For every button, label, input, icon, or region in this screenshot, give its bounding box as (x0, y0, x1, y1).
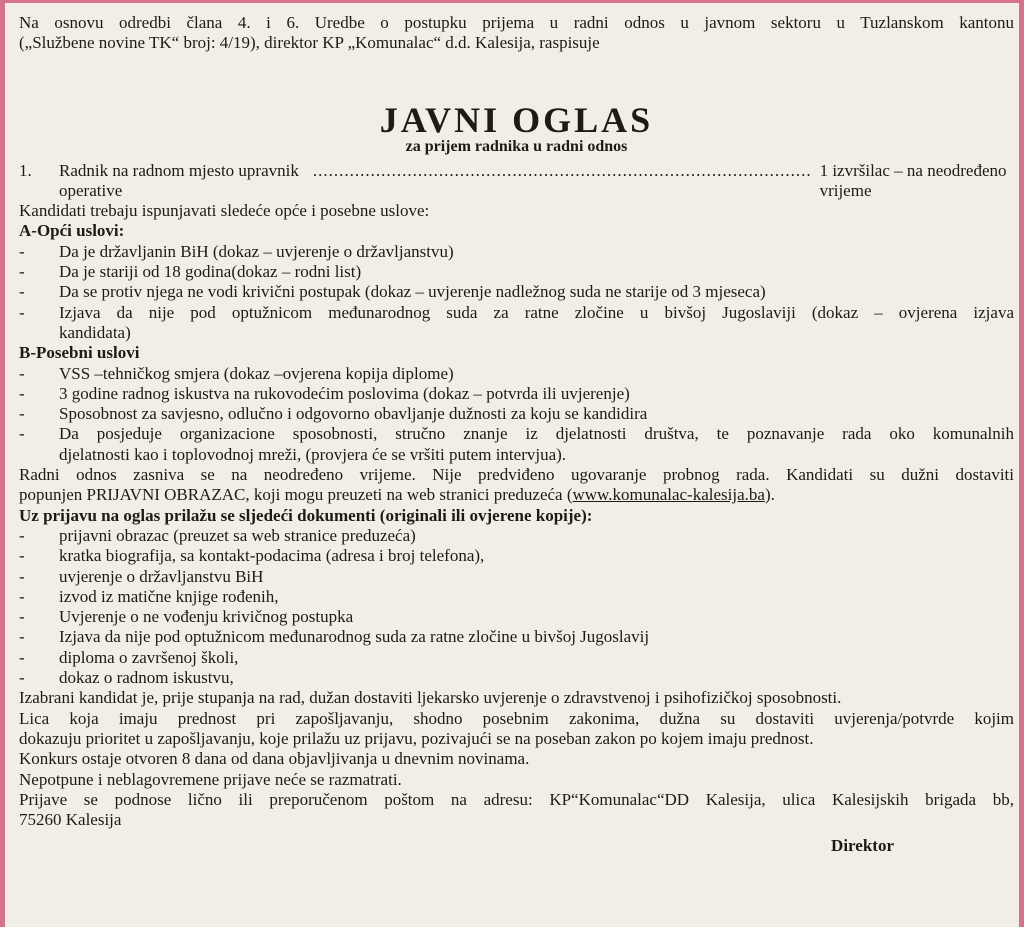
list-item: - Da se protiv njega ne vodi krivični postupak (dokaz – uvjerenje nadležnog suda ne starije od 3 mjeseca) (19, 282, 766, 302)
website-link[interactable]: www.komunalac-kalesija.ba (572, 485, 765, 505)
list-item: - Da je državljanin BiH (dokaz – uvjerenje o državljanstvu) (19, 241, 454, 261)
list-item: - Uvjerenje o ne vođenju krivičnog postupka (19, 607, 354, 627)
list-item: - Izjava da nije pod optužnicom međunarodnog suda za ratne zločine u bivšoj Jugoslaviji (dokaz – ovjerena izjava kandidata) (19, 302, 1014, 342)
conditions-intro: Kandidati trebaju ispunjavati sledeće opće i posebne uslove: (19, 201, 430, 221)
intro-paragraph (19, 13, 1014, 54)
list-item: - Izjava da nije pod optužnicom međunarodnog suda za ratne zločine u bivšoj Jugoslavij (19, 627, 650, 647)
list-item: - 3 godine radnog iskustva na rukovodećim poslovima (dokaz – potvrda ili uvjerenje) (19, 383, 630, 403)
list-item: - kratka biografija, sa kontakt-podacima (adresa i broj telefona), (19, 546, 485, 566)
position-count: 1 izvršilac – na neodređeno vrijeme (819, 160, 1007, 200)
special-conditions-heading: B-Posebni uslovi (19, 343, 140, 363)
ad-content (19, 13, 1014, 857)
list-item: - Da posjeduje organizacione sposobnosti, stručno znanje iz djelatnosti društva, te poznavanje rada oko komunalnih djelatnosti kao i toplovodnoj mreži, (provjera će se vršiti putem intervjua). (19, 424, 1014, 464)
closing-priority: dokazuju prioritet u zapošljavanju, koje prilažu uz prijavu, pozivajući se na poseban zakon po kojem imaju prednost. (19, 728, 814, 748)
position-dots: ............................................................................................... (312, 160, 812, 180)
intro-line: („Službene novine TK“ broj: 4/19), direktor KP „Komunalac“ d.d. Kalesija, raspisuje (19, 33, 600, 53)
employment-line: popunjen PRIJAVNI OBRAZAC, koji mogu preuzeti na web stranici preduzeća (www.komunalac-kalesija.ba). (19, 485, 775, 505)
signature: Direktor (831, 836, 894, 856)
list-item: - uvjerenje o državljanstvu BiH (19, 566, 264, 586)
intro-line: Na osnovu odredbi člana 4. i 6. Uredbe o postupku prijema u radni odnos u javnom sektoru u Tuzlanskom kantonu (19, 13, 1014, 32)
closing-selected: Izabrani kandidat je, prije stupanja na rad, dužan dostaviti ljekarsko uvjerenje o zdravstvenoj i psihofizičkoj sposobnosti. (19, 688, 842, 708)
list-item: - VSS –tehničkog smjera (dokaz –ovjerena kopija diplome) (19, 363, 454, 383)
list-item: - izvod iz matične knjige rođenih, (19, 586, 279, 606)
closing-priority: Lica koja imaju prednost pri zapošljavanju, shodno posebnim zakonima, dužna su dostaviti uvjerenja/potvrde kojim (19, 708, 1014, 728)
closing-open: Konkurs ostaje otvoren 8 dana od dana objavljivanja u dnevnim novinama. (19, 749, 530, 769)
documents-list (19, 526, 1014, 688)
special-conditions-list (19, 364, 1014, 465)
position-line (19, 161, 1014, 202)
general-conditions-list (19, 242, 1014, 343)
ad-subtitle: za prijem radnika u radni odnos (405, 137, 628, 155)
general-conditions-heading: A-Opći uslovi: (19, 221, 125, 241)
list-item: - Da je stariji od 18 godina(dokaz – rodni list) (19, 262, 362, 282)
closing-incomplete: Nepotpune i neblagovremene prijave neće se razmatrati. (19, 769, 402, 789)
position-label: Radnik na radnom mjesto upravnik operative (59, 160, 299, 200)
list-item: - dokaz o radnom iskustvu, (19, 668, 234, 688)
list-item: - Sposobnost za savjesno, odlučno i odgovorno obavljanje dužnosti za koju se kandidira (19, 404, 648, 424)
list-item: - diploma o završenoj školi, (19, 647, 239, 667)
employment-line: Radni odnos zasniva se na neodređeno vrijeme. Nije predviđeno ugovaranje probnog rada. Kandidati su dužni dostaviti (19, 465, 1014, 485)
documents-heading: Uz prijavu na oglas prilažu se sljedeći dokumenti (originali ili ovjerene kopije): (19, 505, 593, 525)
list-item: - prijavni obrazac (preuzet sa web stranice preduzeća) (19, 525, 416, 545)
ad-title: JAVNI OGLAS (379, 99, 654, 140)
closing-submit: 75260 Kalesija (19, 810, 122, 830)
position-number: 1. (19, 160, 32, 180)
closing-submit: Prijave se podnose lično ili preporučenom poštom na adresu: KP“Komunalac“DD Kalesija, ulica Kalesijskih brigada bb, (19, 789, 1014, 809)
